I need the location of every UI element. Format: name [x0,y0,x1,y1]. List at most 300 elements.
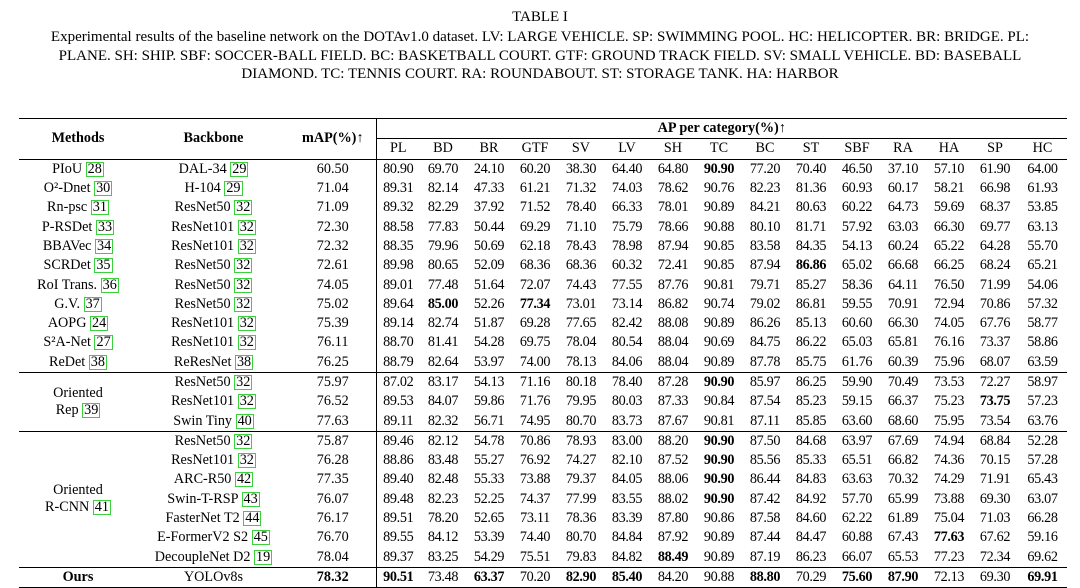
ap-cell-ha-text: 74.36 [933,452,965,469]
map-cell [290,411,376,431]
ap-cell-sp [972,333,1018,352]
ap-cell-st [788,509,834,528]
ap-cell-pl-text: 89.31 [383,180,414,197]
ap-cell-st-text: 80.63 [795,199,827,216]
ap-cell-sp [972,314,1018,333]
ap-cell-sbf [834,451,880,470]
citation-link[interactable]: 38 [90,353,105,370]
backbone-cell-text: YOLOv8s [183,568,244,585]
method-cell-text: BBAVec [42,237,92,254]
ap-cell-bc [742,159,788,179]
ap-cell-sv [558,159,604,179]
ap-cell-bd-text: 79.96 [427,237,459,254]
ap-cell-hc [1018,353,1067,373]
ap-cell-br [466,179,512,198]
ap-cell-sbf-text: 59.15 [841,393,873,410]
method-cell [19,333,137,352]
backbone-cell-text: ResNet50 [174,295,231,312]
ap-cell-sbf-text: 62.22 [841,510,873,527]
citation-link[interactable]: 42 [236,471,252,488]
ap-cell-pl [376,159,420,179]
ap-cell-hc-text: 63.07 [1027,490,1058,507]
ap-cell-bd [420,159,466,179]
ap-cell-sv-text: 79.83 [565,548,597,565]
map-cell [290,451,376,470]
ap-cell-bc [742,528,788,547]
backbone-cell [137,179,290,198]
ap-cell-sv [558,275,604,294]
ap-cell-ra [880,567,926,587]
ap-cell-ha [926,431,972,451]
ap-cell-lv-text: 83.73 [611,412,643,429]
ap-cell-hc [1018,198,1067,217]
ap-cell-ra-text: 65.81 [887,334,919,351]
method-cell-text: G.V. [54,295,81,312]
map-cell-text: 75.87 [316,432,349,449]
method-cell [19,256,137,275]
citation-link[interactable]: 32 [236,374,251,390]
ap-cell-ra-text: 68.60 [887,412,919,429]
table-row [19,528,1067,547]
ap-cell-bc-text: 85.56 [749,452,781,469]
ap-cell-st-text: 86.81 [795,295,827,312]
ap-cell-pl [376,431,420,451]
ap-cell-bd [420,275,466,294]
ap-cell-gtf-text: 71.76 [519,393,551,410]
ap-cell-sp [972,411,1018,431]
ap-cell-gtf [512,528,558,547]
map-cell-text: 74.05 [316,276,349,293]
map-cell-text: 76.07 [316,490,349,507]
ap-cell-hc [1018,372,1067,392]
citation-link[interactable]: 36 [102,276,117,293]
ap-cell-ha-text: 77.23 [933,548,965,565]
ap-cell-sh-text: 87.80 [657,510,689,527]
backbone-cell [137,159,290,179]
map-cell [290,275,376,294]
backbone-cell-text: ResNet101 [171,315,235,332]
ap-cell-sv [558,333,604,352]
ap-cell-lv [604,567,650,587]
backbone-cell-text: ReResNet [173,353,232,370]
ap-cell-st [788,548,834,568]
ap-cell-sp [972,179,1018,198]
table-row [19,237,1067,256]
ap-cell-sh-text: 78.66 [657,218,689,235]
ap-cell-br-text: 59.86 [473,393,505,410]
ap-cell-sv-text: 38.30 [565,160,597,177]
ap-cell-tc-text: 90.89 [703,353,735,370]
citation-link[interactable]: 45 [253,529,268,546]
ap-cell-sp-text: 68.24 [979,257,1011,274]
ap-cell-st [788,217,834,236]
ap-cell-pl-text: 88.79 [383,353,414,370]
ap-cell-st [788,411,834,431]
citation-link[interactable]: 32 [239,237,254,254]
ap-cell-pl-text: 88.86 [383,452,414,469]
ap-cell-ra-text: 65.53 [887,548,919,565]
ap-cell-sp-text: 67.62 [979,529,1011,546]
ap-cell-lv [604,217,650,236]
ap-cell-ha-text: 76.50 [933,276,965,293]
ap-cell-st-text: 85.27 [795,276,827,293]
ap-cell-ha-text: 57.10 [933,160,965,177]
ap-cell-hc-text: 58.77 [1027,315,1058,332]
citation-link[interactable]: 29 [226,180,241,197]
ap-cell-bc-text: 87.54 [749,393,781,410]
ap-cell-sh [650,451,696,470]
ap-cell-gtf-text: 62.18 [519,237,551,254]
ap-cell-sbf [834,470,880,489]
citation-link[interactable]: 30 [96,180,111,197]
citation-link[interactable]: 32 [236,295,251,312]
ap-cell-lv [604,237,650,256]
ap-cell-gtf [512,333,558,352]
ap-cell-tc-text: 90.86 [703,510,735,527]
ap-cell-hc [1018,490,1067,509]
ap-cell-sv [558,256,604,275]
ap-cell-lv-text: 85.40 [611,568,643,585]
citation-link[interactable]: 44 [245,510,260,527]
citation-link[interactable]: 32 [239,218,254,235]
ap-cell-bd-text: 82.29 [427,199,459,216]
map-cell-text: 76.17 [316,510,349,527]
ap-cell-br-text: 55.33 [473,471,505,488]
citation-link[interactable]: 32 [239,393,254,410]
citation-link[interactable]: 27 [96,334,111,351]
ap-cell-pl [376,275,420,294]
ap-cell-bc-text: 87.94 [749,257,781,274]
citation-link[interactable]: 19 [256,548,271,565]
ap-cell-sh-text: 88.08 [657,315,689,332]
citation-link[interactable]: 38 [236,353,252,370]
ap-cell-sh [650,353,696,373]
ap-cell-hc [1018,333,1067,352]
ap-cell-tc [696,411,742,431]
ap-cell-bc-text: 87.19 [749,548,781,565]
ap-cell-hc [1018,256,1067,275]
citation-link[interactable]: 32 [236,432,251,449]
ap-cell-sh-text: 88.20 [657,432,689,449]
backbone-cell-text: Swin Tiny [173,412,233,429]
ap-cell-st [788,295,834,314]
ap-cell-gtf [512,179,558,198]
ap-cell-bd-text: 81.41 [427,334,459,351]
ap-cell-ha [926,490,972,509]
ap-cell-tc [696,392,742,411]
ap-cell-pl-text: 80.90 [383,160,414,177]
ap-cell-tc-text: 90.88 [703,568,735,585]
ap-cell-bd-text: 77.83 [427,218,459,235]
ap-cell-ra-text: 37.10 [887,160,919,177]
ap-cell-hc-text: 52.28 [1027,432,1058,449]
ap-cell-bd [420,179,466,198]
ap-cell-st-text: 70.29 [795,568,827,585]
ap-cell-br [466,548,512,568]
ap-cell-br-text: 51.64 [473,276,505,293]
ap-cell-bd [420,198,466,217]
ap-cell-sv-text: 74.43 [565,276,597,293]
ap-cell-sh-text: 87.52 [657,452,689,469]
ap-cell-sbf [834,353,880,373]
ap-cell-pl-text: 89.11 [383,412,414,429]
method-cell-text: P-RSDet [41,218,93,235]
ap-cell-tc-text: 90.88 [703,218,735,235]
citation-link[interactable]: 32 [239,315,254,332]
table-row [19,256,1067,275]
ap-cell-sp [972,353,1018,373]
ap-cell-ra-text: 66.37 [887,393,919,410]
ap-cell-sv-text: 78.40 [565,199,597,216]
ap-cell-lv-text: 84.84 [611,529,643,546]
method-cell-text: Ours [62,568,94,585]
results-body [19,159,1067,588]
ap-cell-br-text: 50.69 [473,237,505,254]
ap-cell-sh [650,490,696,509]
ap-cell-st-text: 85.85 [795,412,827,429]
ap-cell-st [788,275,834,294]
backbone-cell [137,528,290,547]
ap-cell-lv [604,490,650,509]
ap-cell-sh [650,470,696,489]
ap-cell-st [788,372,834,392]
ap-cell-sh [650,509,696,528]
map-cell-text: 76.70 [316,529,349,546]
ap-cell-sv [558,295,604,314]
ap-cell-tc-text: 90.69 [703,334,735,351]
table-row [19,509,1067,528]
ap-cell-ha [926,179,972,198]
citation-link[interactable]: 37 [85,295,100,312]
ap-cell-bc-text: 77.20 [749,160,781,177]
ap-cell-tc-text: 90.85 [703,257,735,274]
ap-cell-gtf-text: 76.92 [519,452,551,469]
ap-cell-bc [742,548,788,568]
ap-cell-bd [420,314,466,333]
ap-cell-lv [604,528,650,547]
ap-cell-ha [926,159,972,179]
ap-cell-lv [604,392,650,411]
ap-cell-ha [926,411,972,431]
citation-link[interactable]: 32 [236,199,251,216]
backbone-cell [137,353,290,373]
map-cell [290,159,376,179]
category-header-tc: TC [696,139,742,159]
ap-cell-tc-text: 90.90 [703,374,735,390]
ap-cell-bc-text: 85.97 [749,374,781,390]
map-header: mAP(%)↑ [290,119,376,160]
ap-cell-sbf-text: 65.02 [841,257,873,274]
ap-cell-gtf [512,392,558,411]
citation-link[interactable]: 32 [239,452,254,469]
ap-cell-sbf [834,548,880,568]
ap-cell-lv-text: 66.33 [611,199,643,216]
ap-cell-lv [604,256,650,275]
method-name-line1: Oriented [53,482,103,499]
ap-cell-gtf-text: 69.29 [519,218,551,235]
ap-cell-sp [972,490,1018,509]
category-header-sv: SV [558,139,604,159]
ap-cell-gtf [512,372,558,392]
citation-link[interactable]: 35 [96,257,111,274]
ap-cell-hc-text: 66.28 [1027,510,1058,527]
citation-link[interactable]: 29 [232,160,247,177]
ap-cell-bd [420,548,466,568]
ap-cell-br-text: 37.92 [473,199,505,216]
ap-cell-sv-text: 78.36 [565,510,597,527]
ap-cell-tc-text: 90.81 [703,412,735,429]
ap-cell-sbf [834,217,880,236]
citation-link[interactable]: 39 [84,401,99,418]
ap-cell-sbf-text: 60.22 [841,199,873,216]
ap-cell-ha-text: 59.69 [933,199,965,216]
ap-cell-br-text: 47.33 [473,180,505,197]
map-cell-text: 75.02 [316,295,349,312]
table-row [19,314,1067,333]
citation-link[interactable]: 33 [97,218,113,235]
ap-cell-sp-text: 64.28 [979,237,1011,254]
ap-cell-sp [972,237,1018,256]
ap-cell-pl [376,333,420,352]
category-header-hc: HC [1018,139,1067,159]
ap-cell-bd [420,509,466,528]
ap-cell-ra [880,509,926,528]
map-cell [290,353,376,373]
ap-cell-ha [926,333,972,352]
ap-cell-bd [420,490,466,509]
ap-cell-ha-text: 75.23 [933,393,965,410]
ap-cell-sp-text: 69.30 [979,490,1011,507]
ap-cell-sbf [834,333,880,352]
backbone-cell-text: ARC-R50 [173,471,232,488]
backbone-cell [137,392,290,411]
ap-cell-tc-text: 90.84 [703,393,735,410]
ap-cell-bc-text: 86.26 [749,315,781,332]
ap-cell-ha [926,509,972,528]
ap-cell-sp [972,451,1018,470]
ap-cell-sh [650,256,696,275]
ap-cell-st-text: 81.36 [795,180,827,197]
ap-cell-ra [880,295,926,314]
map-cell-text: 75.39 [316,315,349,332]
ap-cell-sp-text: 71.99 [979,276,1011,293]
ap-cell-ha-text: 66.25 [933,257,965,274]
citation-link[interactable]: 32 [239,334,254,351]
map-cell [290,567,376,587]
ap-cell-bc [742,179,788,198]
ap-cell-lv-text: 78.40 [611,374,643,390]
citation-link[interactable]: 28 [87,160,102,177]
ap-cell-gtf-text: 75.51 [519,548,551,565]
ap-cell-sh-text: 87.94 [657,237,689,254]
table-row [19,392,1067,411]
ap-cell-br [466,470,512,489]
ap-cell-lv [604,411,650,431]
ap-cell-br-text: 50.44 [473,218,505,235]
ap-cell-sh [650,237,696,256]
ap-cell-ra-text: 70.32 [887,471,919,488]
ap-cell-bc [742,237,788,256]
ap-cell-sp [972,198,1018,217]
ap-cell-ra [880,198,926,217]
ap-cell-gtf [512,431,558,451]
ap-cell-gtf [512,275,558,294]
ap-cell-lv [604,548,650,568]
ap-cell-ra-text: 67.69 [887,432,919,449]
ap-cell-br [466,411,512,431]
citation-link[interactable]: 41 [94,499,109,516]
ap-cell-gtf-text: 61.21 [519,180,551,197]
ap-cell-sh [650,548,696,568]
table-row [19,431,1067,451]
ap-cell-gtf [512,198,558,217]
ap-cell-sv [558,237,604,256]
citation-link[interactable]: 43 [243,490,258,507]
ap-cell-hc-text: 63.13 [1027,218,1058,235]
ap-cell-tc-text: 90.89 [703,529,735,546]
ap-cell-sbf-text: 65.51 [841,452,873,469]
ap-cell-br [466,392,512,411]
backbone-cell-text: ResNet50 [174,257,231,274]
citation-link[interactable]: 40 [237,412,252,429]
ap-cell-sv-text: 80.18 [565,374,597,390]
ap-cell-tc [696,333,742,352]
citation-link[interactable]: 32 [236,276,251,293]
ap-cell-bd [420,567,466,587]
ap-cell-bd-text: 69.70 [427,160,459,177]
ap-cell-sv [558,392,604,411]
ap-cell-gtf [512,295,558,314]
ap-cell-ra [880,372,926,392]
ap-cell-st-text: 85.23 [795,393,827,410]
category-header-ha: HA [926,139,972,159]
ap-cell-ha-text: 76.16 [933,334,965,351]
ap-cell-st-text: 84.60 [795,510,827,527]
ap-cell-bd [420,470,466,489]
category-header-sh: SH [650,139,696,159]
citation-link[interactable]: 32 [236,257,251,274]
ap-cell-bd-text: 84.12 [427,529,459,546]
ap-cell-tc [696,179,742,198]
ap-cell-ra-text: 70.91 [887,295,919,312]
ap-cell-lv-text: 74.03 [611,180,643,197]
ap-cell-sbf [834,179,880,198]
citation-link[interactable]: 24 [92,315,107,332]
ap-cell-gtf-text: 74.00 [519,353,551,370]
ap-cell-br [466,314,512,333]
ap-cell-sbf-text: 65.03 [841,334,873,351]
results-table [19,118,1067,588]
ap-cell-br-text: 52.09 [473,257,505,274]
ap-cell-br-text: 55.27 [473,452,505,469]
map-cell [290,237,376,256]
ap-cell-br-text: 54.28 [473,334,505,351]
ap-cell-st-text: 84.68 [795,432,827,449]
ap-cell-tc-text: 90.81 [703,276,735,293]
ap-cell-ha [926,548,972,568]
ap-cell-ha-text: 75.04 [933,510,965,527]
ap-cell-st [788,333,834,352]
citation-link[interactable]: 31 [92,199,107,216]
ap-cell-pl [376,295,420,314]
map-cell-text: 71.09 [316,199,349,216]
ap-cell-bd-text: 77.48 [427,276,459,293]
method-cell [19,275,137,294]
ap-cell-bd-text: 83.17 [427,374,459,390]
ap-cell-pl-text: 87.02 [383,374,414,390]
ap-cell-tc [696,237,742,256]
citation-link[interactable]: 34 [96,237,112,254]
